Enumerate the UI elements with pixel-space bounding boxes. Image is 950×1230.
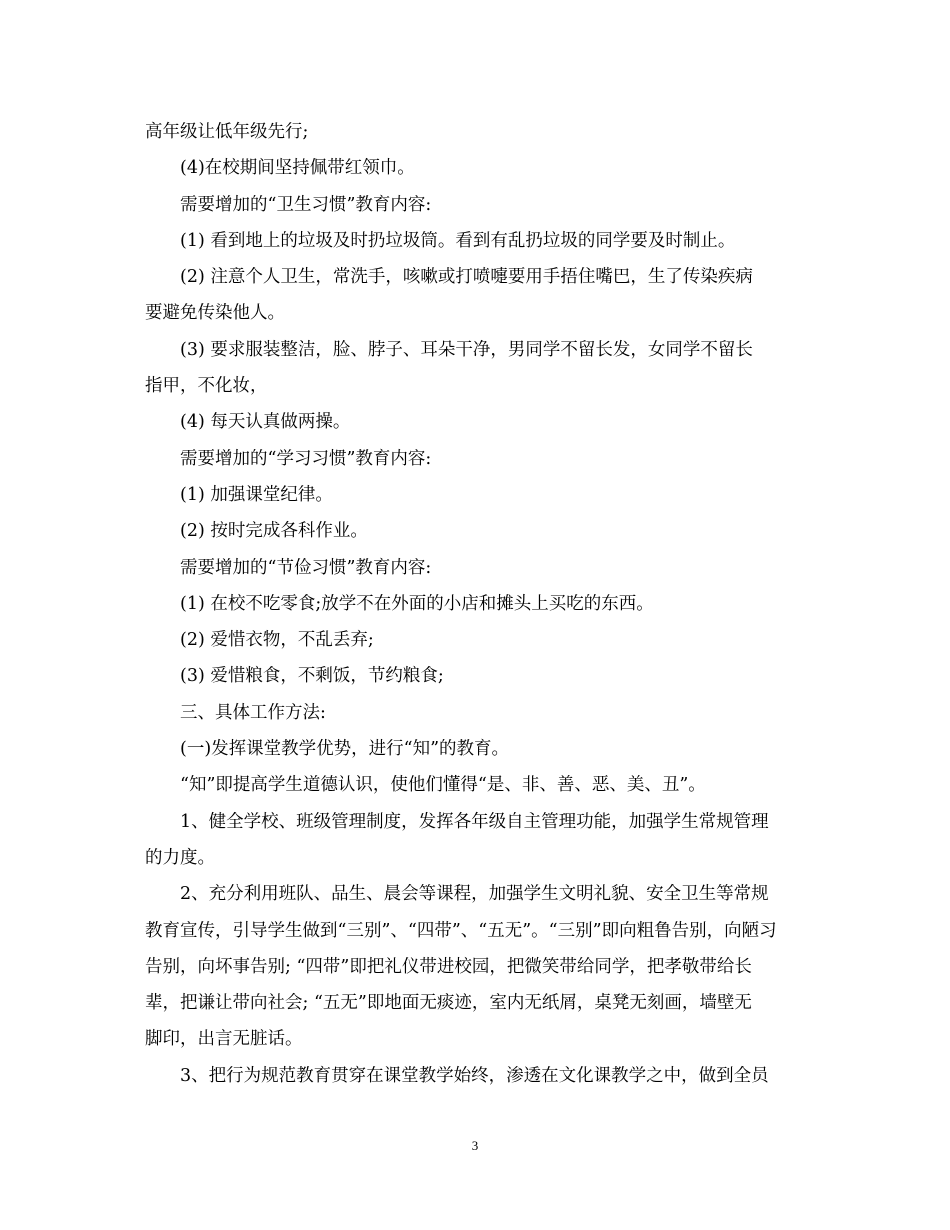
- text-line: (1) 加强课堂纪律。: [180, 484, 333, 505]
- text-line: (3) 爱惜粮食，不剩饭，节约粮食;: [180, 666, 444, 687]
- body-text: [145, 114, 805, 1094]
- text-line: 告别，向坏事告别; “四带”即把礼仪带进校园，把微笑带给同学，把孝敬带给长: [145, 956, 752, 977]
- text-line: (4)在校期间坚持佩带红领巾。: [180, 158, 415, 179]
- text-line: (4) 每天认真做两操。: [180, 412, 351, 433]
- text-line: (1) 看到地上的垃圾及时扔垃圾筒。看到有乱扔垃圾的同学要及时制止。: [180, 230, 736, 251]
- text-line: (3) 要求服装整洁，脸、脖子、耳朵干净，男同学不留长发，女同学不留长: [180, 339, 753, 360]
- text-line: (2) 按时完成各科作业。: [180, 521, 368, 542]
- text-line: (2) 爱惜衣物，不乱丢弃;: [180, 630, 374, 651]
- text-line: 的力度。: [145, 847, 215, 868]
- text-line: “知”即提高学生道德认识，使他们懂得“是、非、善、恶、美、丑”。: [180, 775, 706, 796]
- text-line: 教育宣传，引导学生做到“三别”、“四带”、“五无”。“三别”即向粗鲁告别，向陋习: [145, 920, 777, 941]
- text-line: 需要增加的“节俭习惯”教育内容:: [180, 557, 432, 578]
- page-number: 3: [471, 1138, 479, 1153]
- text-line: 高年级让低年级先行;: [145, 122, 309, 142]
- text-line: (2) 注意个人卫生，常洗手，咳嗽或打喷嚏要用手捂住嘴巴，生了传染疾病: [180, 267, 753, 288]
- text-line: 指甲，不化妆，: [145, 376, 268, 397]
- text-line: 辈，把谦让带向社会; “五无”即地面无痰迹，室内无纸屑，桌凳无刻画，墙壁无: [145, 993, 752, 1014]
- text-line: 需要增加的“学习习惯”教育内容:: [180, 448, 432, 469]
- text-line: 要避免传染他人。: [145, 303, 285, 324]
- text-line: 2、充分利用班队、品生、晨会等课程，加强学生文明礼貌、安全卫生等常规: [180, 884, 769, 905]
- text-line: 1、健全学校、班级管理制度，发挥各年级自主管理功能，加强学生常规管理: [180, 811, 769, 832]
- text-line: 需要增加的“卫生习惯”教育内容:: [180, 194, 432, 215]
- text-line: 3、把行为规范教育贯穿在课堂教学始终，渗透在文化课教学之中，做到全员: [180, 1065, 769, 1086]
- text-line: 脚印，出言无脏话。: [145, 1029, 303, 1050]
- text-line: (1) 在校不吃零食;放学不在外面的小店和摊头上买吃的东西。: [180, 593, 654, 614]
- text-line: (一)发挥课堂教学优势，进行“知”的教育。: [180, 739, 510, 760]
- text-line: 三、具体工作方法:: [180, 702, 326, 723]
